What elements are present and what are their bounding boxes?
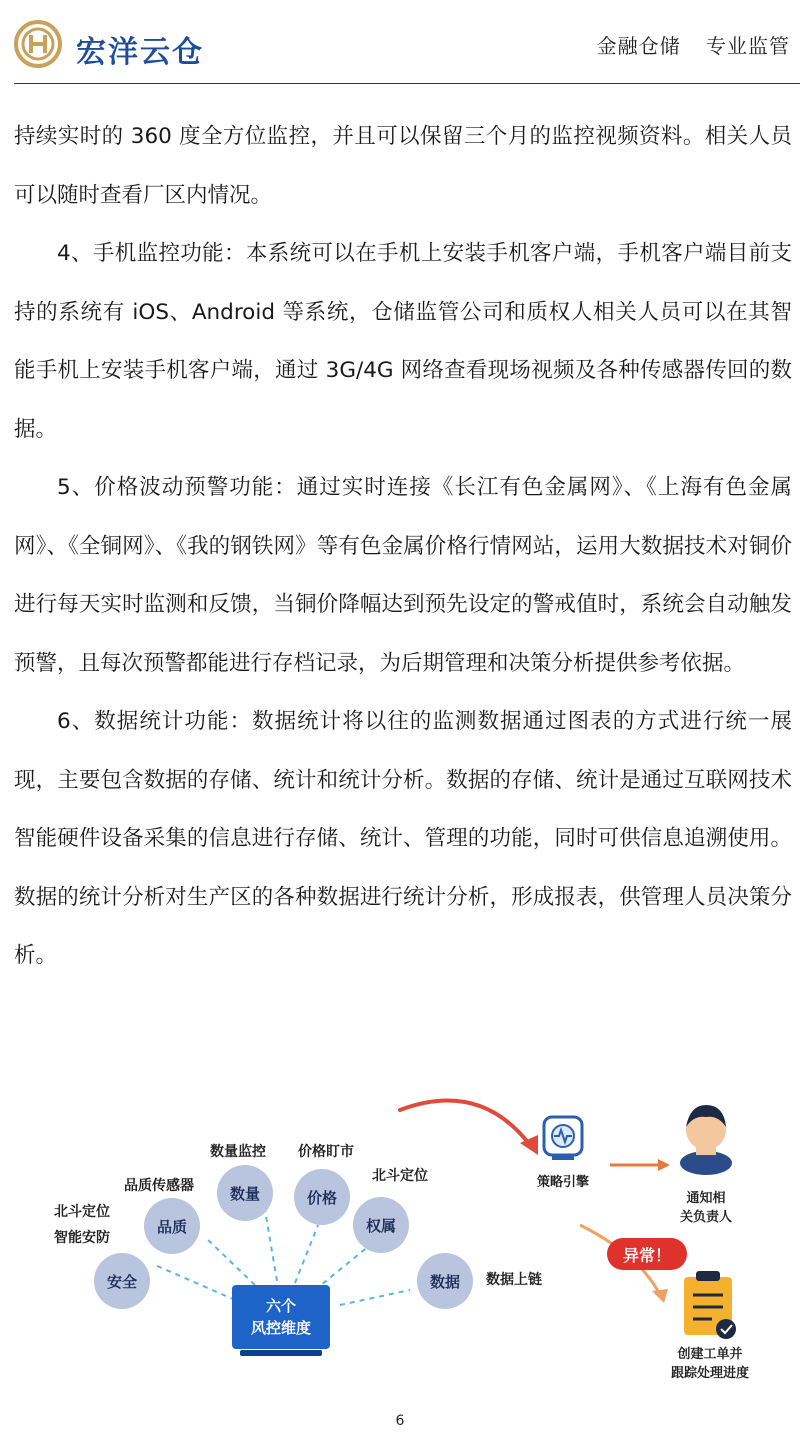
paragraph-data-statistics: 6、数据统计功能：数据统计将以往的监测数据通过图表的方式进行统一展现，主要包含数据的存储、统计和统计分析。数据的存储、统计是通过互联网技术智能硬件设备采集的信息进行存储、统计、管理的功能，同时可供信息追溯使用。数据的统计分析对生产区的各种数据进行统计分析，形成报表，供管理人员决策分析。 xyxy=(14,709,792,968)
bubble-quantity: 数量 xyxy=(217,1165,273,1221)
tagline-supervision: 专业监管 xyxy=(706,34,790,58)
label-data-chain: 数据上链 xyxy=(486,1272,542,1288)
bubble-quality: 品质 xyxy=(144,1198,200,1254)
center-line-1: 六个 xyxy=(265,1297,296,1315)
paragraph-price-warning: 5、价格波动预警功能：通过实时连接《长江有色金属网》、《上海有色金属网》、《全铜网》、《我的钢铁网》等有色金属价格行情网站，运用大数据技术对铜价进行每天实时监测和反馈，当铜价降幅达到预先设定的警戒值时，系统会自动触发预警，且每次预警都能进行存档记录，为后期管理和决策分析提供参考依据。 xyxy=(14,475,792,676)
brand-name: 宏洋云仓 xyxy=(76,35,204,70)
page-number: 6 xyxy=(395,1413,405,1429)
notify-line-2: 关负责人 xyxy=(679,1210,732,1225)
page-header xyxy=(0,0,800,84)
notify-line-1: 通知相 xyxy=(686,1191,726,1206)
paragraph-mobile-monitoring: 4、手机监控功能：本系统可以在手机上安装手机客户端，手机客户端目前支持的系统有 iOS、Android 等系统，仓储监管公司和质权人相关人员可以在其智能手机上安装手机客户端，通过 3G/4G 网络查看现场视频及各种传感器传回的数据。 xyxy=(14,241,792,442)
label-price-watch: 价格盯市 xyxy=(298,1144,354,1160)
label-beidou-right: 北斗定位 xyxy=(372,1168,428,1184)
label-strategy-engine: 策略引擎 xyxy=(536,1175,589,1190)
header-divider xyxy=(14,83,800,84)
bubble-ownership: 权属 xyxy=(353,1197,409,1253)
tagline-finance: 金融仓储 xyxy=(596,34,681,58)
label-quality-sensor: 品质传感器 xyxy=(124,1178,194,1194)
alert-badge: 异常！ xyxy=(607,1238,687,1270)
paragraph-monitoring-continued: 持续实时的 360 度全方位监控，并且可以保留三个月的监控视频资料。相关人员可以随时查看厂区内情况。 xyxy=(14,124,792,208)
risk-control-diagram xyxy=(40,1085,780,1405)
center-base xyxy=(240,1350,322,1356)
label-beidou-left: 北斗定位 xyxy=(54,1204,110,1220)
strategy-engine-icon xyxy=(544,1117,582,1160)
bubble-security: 安全 xyxy=(94,1253,150,1309)
work-order-clipboard-icon xyxy=(684,1271,736,1339)
company-logo xyxy=(14,20,62,68)
risk-dimensions-center xyxy=(232,1285,330,1349)
bubble-price: 价格 xyxy=(294,1169,350,1225)
header-tagline xyxy=(579,30,790,59)
document-body xyxy=(14,108,792,986)
label-smart-security: 智能安防 xyxy=(54,1230,110,1246)
label-quantity-monitor: 数量监控 xyxy=(210,1144,266,1160)
label-notify xyxy=(670,1189,742,1227)
label-create-ticket xyxy=(660,1345,760,1383)
ticket-line-1: 创建工单并 xyxy=(677,1347,743,1362)
ticket-line-2: 跟踪处理进度 xyxy=(670,1366,749,1381)
bubble-data: 数据 xyxy=(417,1253,473,1309)
responsible-person-icon xyxy=(680,1105,732,1175)
center-line-2: 风控维度 xyxy=(250,1319,311,1337)
